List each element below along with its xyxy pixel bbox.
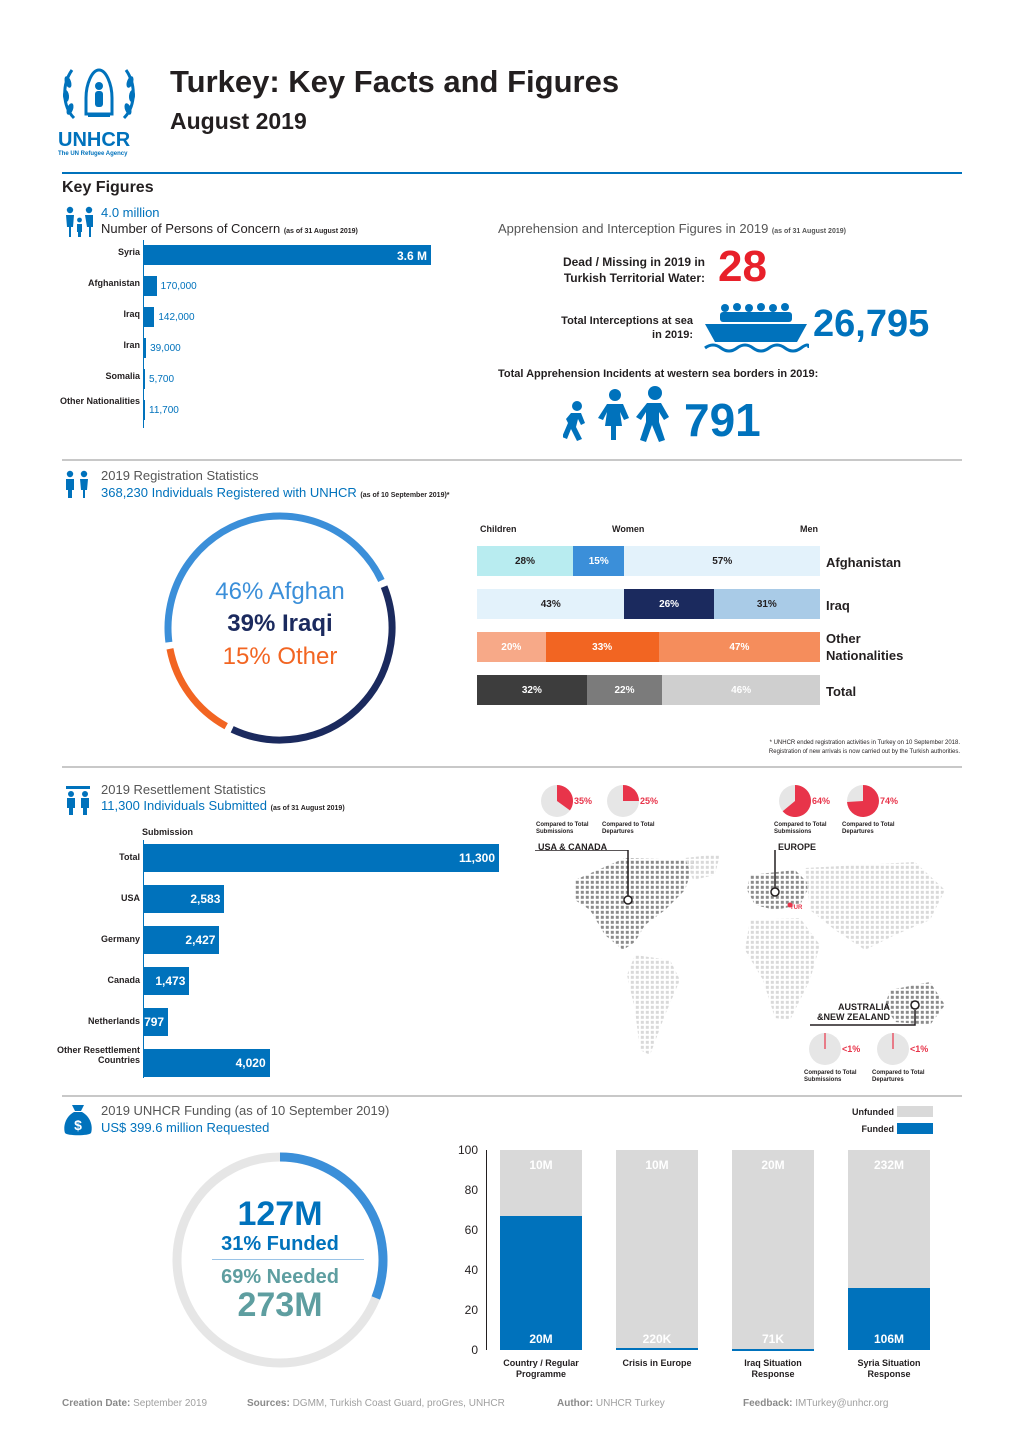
stack-seg-men: 47% (659, 632, 820, 662)
col-submission: Submission (142, 827, 194, 837)
stack-seg-men: 57% (624, 546, 820, 576)
res-bar-value: 2,427 (185, 933, 216, 947)
mini-pie-caption: Compared to Total Departures (872, 1070, 925, 1083)
resettlement-sub-note: (as of 31 August 2019) (270, 805, 345, 812)
mini-pie-aus-sub (808, 1032, 842, 1066)
footer-author (557, 1398, 665, 1409)
poc-bar-label: Other Nationalities (59, 396, 140, 406)
bar-category-label: Syria Situation Response (857, 1358, 921, 1379)
legend-funded-swatch (897, 1123, 933, 1134)
resettlement-sub: 11,300 Individuals Submitted (101, 798, 267, 813)
footer-creation-value: September 2019 (133, 1398, 208, 1409)
section-divider-3 (62, 1095, 962, 1097)
asia-shape (805, 862, 945, 950)
poc-axis (143, 240, 144, 428)
bar-unfunded-value: 232M (873, 1158, 905, 1172)
bar-unfunded (616, 1150, 698, 1348)
footer-feedback-label: Feedback: (743, 1398, 793, 1409)
donut-line-other: 15% Other (222, 643, 338, 670)
intercept-label (500, 314, 693, 342)
mini-pie-value: <1% (842, 1044, 861, 1054)
footer-feedback-value[interactable]: IMTurkey@unhcr.org (795, 1398, 889, 1409)
poc-bar (143, 276, 157, 296)
mini-pie-usa-sub (540, 784, 574, 818)
bar-funded-value: 220K (642, 1332, 672, 1346)
poc-bar (143, 307, 154, 327)
stack-seg-women: 26% (624, 589, 713, 619)
res-bar-label: Canada (107, 975, 140, 985)
poc-bar-label: Syria (117, 247, 140, 257)
mini-pie-usa-dep (606, 784, 640, 818)
incidents-label: Total Apprehension Incidents at western sea borders in 2019: (498, 368, 819, 380)
needed-amount: 273M (237, 1286, 323, 1324)
poc-bar-chart (40, 240, 460, 430)
y-tick-label: 100 (457, 1143, 478, 1157)
greenland-shape (685, 854, 720, 880)
mini-pie-value: 35% (574, 796, 593, 806)
stack-seg-children: 20% (477, 632, 546, 662)
footer-sources (247, 1398, 505, 1409)
y-tick-label: 0 (471, 1343, 478, 1357)
section-divider-2 (62, 766, 962, 768)
res-axis (143, 840, 144, 1078)
apprehension-note: (as of 31 August 2019) (771, 228, 846, 235)
usa-canada-label: USA & CANADA (538, 842, 608, 852)
res-bar-value: 11,300 (458, 851, 495, 865)
mini-pie-eu-dep (846, 784, 880, 818)
bar-category-label: Crisis in Europe (622, 1358, 692, 1368)
poc-bar-label: Iraq (123, 309, 140, 319)
north-america-shape (575, 858, 695, 950)
registration-sub-row (101, 485, 450, 500)
funding-donut (170, 1150, 390, 1370)
res-bar-label: USA (120, 893, 140, 903)
resettlement-bar-chart (40, 840, 510, 1080)
registration-footnote-2: Registration of new arrivals is now carried out by the Turkish authorities. (768, 749, 960, 755)
poc-bar-label: Afghanistan (87, 278, 140, 288)
aus-nz-label-1: AUSTRALIA (838, 1002, 890, 1012)
poc-label: Number of Persons of Concern (101, 221, 281, 236)
south-america-shape (627, 955, 680, 1055)
bar-funded (732, 1349, 814, 1351)
poc-bar-label: Iran (123, 340, 140, 350)
stack-seg-children: 32% (477, 675, 587, 705)
footer-creation-label: Creation Date: (62, 1398, 131, 1409)
stack-row-label: Total (826, 684, 857, 699)
footer-creation (62, 1398, 207, 1409)
legend-unfunded-label: Unfunded (852, 1107, 894, 1117)
family-icon (63, 206, 97, 243)
y-tick-label: 60 (464, 1223, 478, 1237)
bar-funded-value: 106M (873, 1332, 905, 1346)
col-children: Children (480, 524, 517, 534)
stack-row-label: Iraq (826, 598, 850, 613)
mini-pie-slice (623, 785, 639, 801)
mini-pie-value: 64% (812, 796, 831, 806)
resettlement-sub-row (101, 798, 345, 813)
aus-nz-label-2: &NEW ZEALAND (817, 1012, 890, 1022)
bar-funded-value: 20M (529, 1332, 553, 1346)
donut-line-iraqi: 39% Iraqi (227, 610, 333, 637)
bar-category-label: Iraq Situation Response (744, 1358, 802, 1379)
poc-note: (as of 31 August 2019) (283, 228, 358, 235)
europe-label: EUROPE (778, 842, 817, 852)
registration-icon (63, 470, 91, 503)
res-bar-label: Netherlands (87, 1016, 140, 1026)
bar-unfunded-value: 20M (761, 1158, 785, 1172)
mini-pie-caption: Compared to Total Departures (842, 822, 895, 835)
bar-category-label: Country / Regular Programme (503, 1358, 579, 1379)
footer-author-label: Author: (557, 1398, 594, 1409)
unhcr-emblem-icon (58, 62, 140, 124)
col-women: Women (612, 524, 645, 534)
poc-bar-value: 5,700 (149, 374, 175, 385)
dead-label-line2: Turkish Territorial Water: (563, 271, 705, 285)
stack-row-label: Afghanistan (826, 555, 902, 570)
stack-seg-women: 15% (573, 546, 624, 576)
bar-funded-value: 71K (761, 1332, 784, 1346)
stack-seg-men: 31% (714, 589, 820, 619)
registration-footnote-1: * UNHCR ended registration activities in Turkey on 10 September 2018. (769, 740, 960, 746)
footer-sources-label: Sources: (247, 1398, 290, 1409)
poc-bar-value: 39,000 (150, 343, 181, 354)
apprehension-heading: Apprehension and Interception Figures in 2019 (498, 221, 769, 236)
aus-nz-label (780, 1002, 890, 1022)
stack-row-label: Other Nationalities (826, 631, 904, 663)
section-divider-1 (62, 459, 962, 461)
res-bar-label: Other Resettlement Countries (56, 1045, 140, 1065)
resettlement-icon (63, 784, 93, 821)
boat-icon (703, 302, 809, 361)
registration-heading: 2019 Registration Statistics (101, 468, 259, 483)
stack-seg-children: 28% (477, 546, 573, 576)
money-bag-icon (63, 1103, 93, 1142)
footer-sources-value: DGMM, Turkish Coast Guard, proGres, UNHCR (292, 1398, 505, 1409)
bar-unfunded (732, 1150, 814, 1349)
bar-funded (616, 1348, 698, 1350)
mini-pie-value: <1% (910, 1044, 929, 1054)
poc-bar-value: 142,000 (158, 312, 195, 323)
intercept-value: 26,795 (813, 303, 930, 345)
stack-row-other-nationalities (477, 632, 820, 662)
apprehension-heading-row (498, 221, 846, 236)
funding-heading: 2019 UNHCR Funding (as of 10 September 2019) (101, 1103, 390, 1118)
donut-line-afghan: 46% Afghan (215, 578, 345, 605)
header-divider (62, 172, 962, 174)
svg-text:$: $ (74, 1117, 82, 1133)
footer-author-value: UNHCR Turkey (595, 1398, 665, 1409)
funding-donut-divider (212, 1259, 364, 1260)
poc-bar-value: 3.6 M (396, 249, 427, 263)
mini-pie-value: 74% (880, 796, 899, 806)
registration-sub: 368,230 Individuals Registered with UNHCR (101, 485, 357, 500)
res-bar-label: Germany (100, 934, 140, 944)
poc-total: 4.0 million (101, 205, 160, 220)
res-bar-value: 1,473 (155, 974, 186, 988)
col-men: Men (800, 524, 818, 534)
stack-row-total (477, 675, 820, 705)
y-tick-label: 20 (464, 1303, 478, 1317)
mini-pie-caption: Compared to Total Submissions (536, 822, 589, 835)
funded-amount: 127M (237, 1195, 323, 1233)
mini-pie-caption: Compared to Total Departures (602, 822, 655, 835)
legend-funded-label: Funded (861, 1124, 894, 1134)
mini-pie-caption: Compared to Total Submissions (774, 822, 827, 835)
needed-pct: 69% Needed (221, 1266, 339, 1288)
poc-bar-value: 11,700 (149, 405, 179, 416)
funded-pct: 31% Funded (221, 1233, 339, 1255)
stack-row-iraq (477, 589, 820, 619)
page-subtitle: August 2019 (170, 108, 307, 134)
running-family-icon (563, 386, 678, 449)
dead-value: 28 (718, 242, 767, 291)
funding-bar-chart (440, 1140, 960, 1390)
dead-label-line1: Dead / Missing in 2019 in (562, 255, 705, 269)
y-tick-label: 80 (464, 1183, 478, 1197)
res-bar-value: 4,020 (235, 1056, 266, 1070)
logo-subtext: The UN Refugee Agency (58, 151, 128, 157)
turkey-label: TUR (790, 905, 803, 911)
poc-bar-label: Somalia (105, 371, 140, 381)
intercept-label-line2: in 2019: (652, 329, 693, 341)
mini-pie-value: 25% (640, 796, 659, 806)
poc-bar-value: 170,000 (160, 281, 197, 292)
mini-pie-caption: Compared to Total Submissions (804, 1070, 857, 1083)
incidents-value: 791 (684, 394, 761, 446)
registration-sub-note: (as of 10 September 2019)* (360, 492, 450, 499)
unhcr-logo (58, 62, 140, 157)
stack-seg-women: 22% (587, 675, 662, 705)
stack-seg-women: 33% (546, 632, 659, 662)
stack-row-afghanistan (477, 546, 820, 576)
mini-pie-eu-sub (778, 784, 812, 818)
stack-seg-children: 43% (477, 589, 624, 619)
bar-funded (500, 1216, 582, 1350)
logo-text: UNHCR (58, 129, 131, 151)
resettlement-heading: 2019 Resettlement Statistics (101, 782, 266, 797)
res-bar-value: 797 (144, 1015, 165, 1029)
legend-unfunded-swatch (897, 1106, 933, 1117)
res-bar-label: Total (119, 852, 140, 862)
res-bar-value: 2,583 (190, 892, 221, 906)
y-tick-label: 40 (464, 1263, 478, 1277)
key-figures-heading: Key Figures (62, 179, 154, 196)
page-title: Turkey: Key Facts and Figures (170, 64, 620, 99)
funding-sub: US$ 399.6 million Requested (101, 1120, 270, 1135)
bar-unfunded-value: 10M (645, 1158, 669, 1172)
stack-seg-men: 46% (662, 675, 820, 705)
footer-feedback (743, 1398, 888, 1409)
bar-unfunded-value: 10M (529, 1158, 553, 1172)
mini-pie-aus-dep (876, 1032, 910, 1066)
intercept-label-line1: Total Interceptions at sea (561, 315, 693, 327)
dead-label (500, 254, 705, 286)
poc-label-row (101, 221, 358, 236)
y-axis (486, 1150, 487, 1350)
